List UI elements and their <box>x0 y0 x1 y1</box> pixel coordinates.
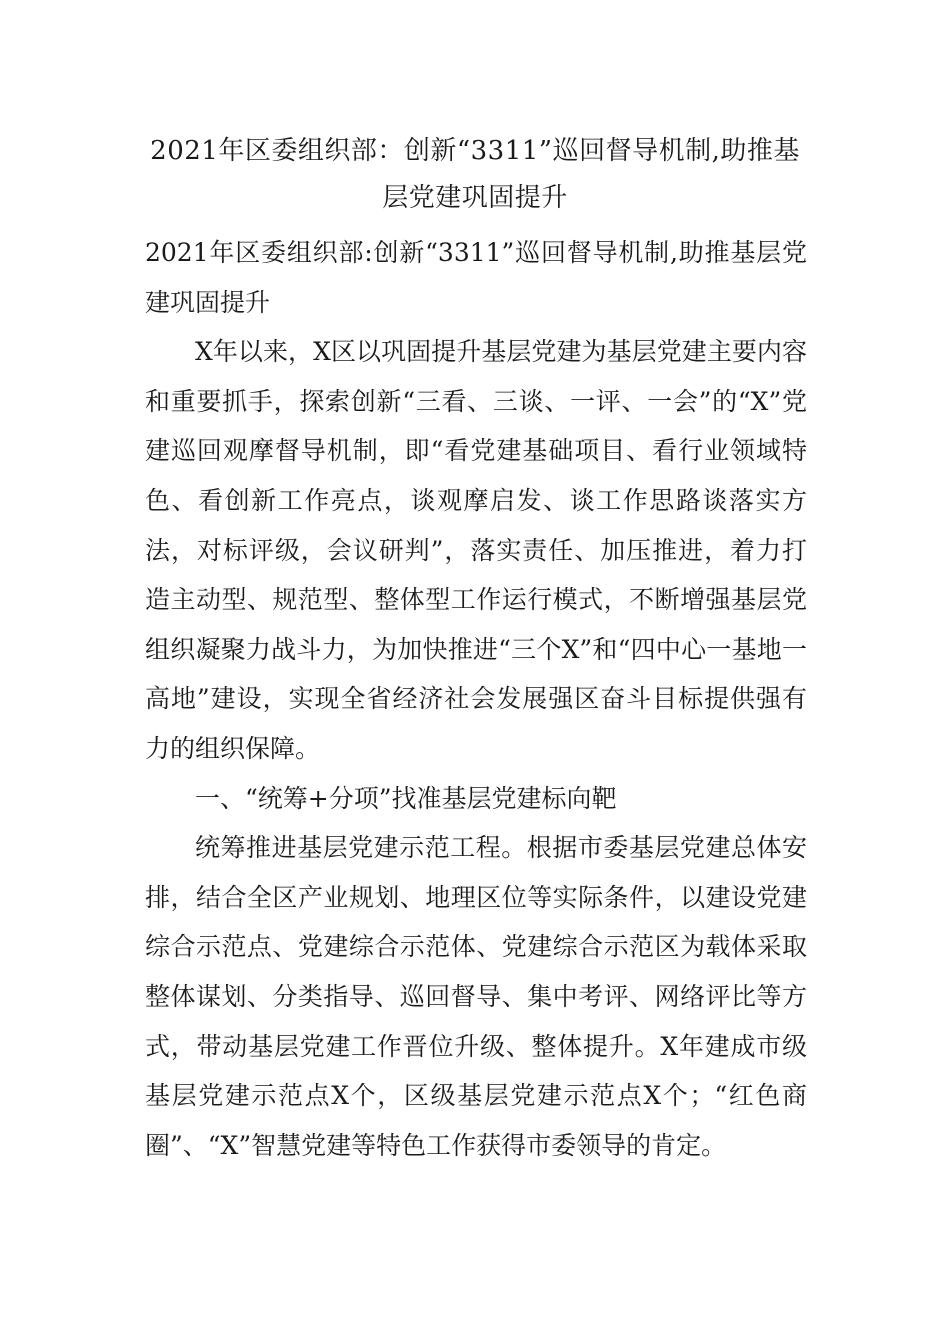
document-body <box>145 228 807 1170</box>
intro-paragraph: X年以来，X区以巩固提升基层党建为基层党建主要内容和重要抓手，探索创新“三看、三谈、一评、一会”的“X”党建巡回观摩督导机制，即“看党建基础项目、看行业领域特色、看创新工作亮点，谈观摩启发、谈工作思路谈落实方法，对标评级，会议研判”，落实责任、加压推进，着力打造主动型、规范型、整体型工作运行模式，不断增强基层党组织凝聚力战斗力，为加快推进“三个X”和“四中心一基地一高地”建设，实现全省经济社会发展强区奋斗目标提供强有力的组织保障。 <box>145 337 807 763</box>
section-heading: 一、“统筹+分项”找准基层党建标向靶 <box>195 783 617 813</box>
document-title: 2021年区委组织部：创新“3311”巡回督导机制,助推基层党建巩固提升 <box>150 136 800 213</box>
repeated-title: 2021年区委组织部:创新“3311”巡回督导机制,助推基层党建巩固提升 <box>145 238 807 317</box>
section-paragraph: 统筹推进基层党建示范工程。根据市委基层党建总体安排，结合全区产业规划、地理区位等实际条件，以建设党建综合示范点、党建综合示范体、党建综合示范区为载体采取整体谋划、分类指导、巡回督导、集中考评、网络评比等方式，带动基层党建工作晋位升级、整体提升。X年建成市级基层党建示范点X个，区级基层党建示范点X个；“红色商圈”、“X”智慧党建等特色工作获得市委领导的肯定。 <box>145 833 807 1160</box>
